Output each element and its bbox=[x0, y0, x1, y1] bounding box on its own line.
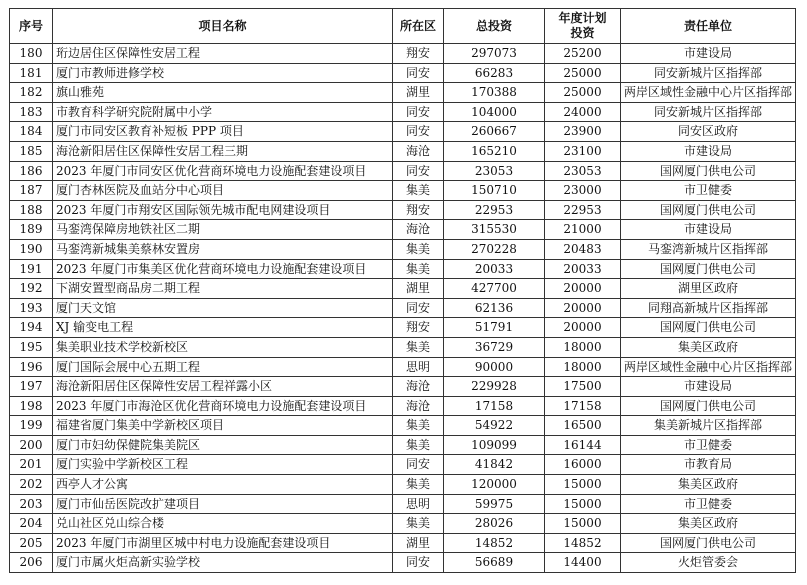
cell-responsible-unit: 市建设局 bbox=[621, 141, 796, 161]
cell-project-name: 2023 年厦门市翔安区国际领先城市配电网建设项目 bbox=[53, 200, 393, 220]
table-row bbox=[10, 553, 796, 573]
cell-project-name: 西亭人才公寓 bbox=[53, 475, 393, 495]
cell-responsible-unit: 国网厦门供电公司 bbox=[621, 396, 796, 416]
cell-index: 186 bbox=[10, 161, 53, 181]
cell-index: 196 bbox=[10, 357, 53, 377]
cell-annual-investment: 23100 bbox=[545, 141, 621, 161]
cell-project-name: 2023 年厦门市同安区优化营商环境电力设施配套建设项目 bbox=[53, 161, 393, 181]
cell-project-name: 马銮湾新城集美蔡林安置房 bbox=[53, 239, 393, 259]
cell-responsible-unit: 同安新城片区指挥部 bbox=[621, 102, 796, 122]
cell-index: 205 bbox=[10, 533, 53, 553]
cell-responsible-unit: 国网厦门供电公司 bbox=[621, 318, 796, 338]
cell-total-investment: 270228 bbox=[444, 239, 545, 259]
cell-responsible-unit: 集美新城片区指挥部 bbox=[621, 416, 796, 436]
cell-annual-investment: 18000 bbox=[545, 357, 621, 377]
cell-index: 202 bbox=[10, 475, 53, 495]
cell-index: 191 bbox=[10, 259, 53, 279]
cell-annual-investment: 24000 bbox=[545, 102, 621, 122]
cell-annual-investment: 21000 bbox=[545, 220, 621, 240]
cell-district: 翔安 bbox=[393, 318, 444, 338]
cell-district: 集美 bbox=[393, 337, 444, 357]
table-row bbox=[10, 318, 796, 338]
cell-project-name: 福建省厦门集美中学新校区项目 bbox=[53, 416, 393, 436]
cell-project-name: 厦门实验中学新校区工程 bbox=[53, 455, 393, 475]
header-annual-plan-line1: 年度计划 bbox=[558, 11, 607, 25]
cell-responsible-unit: 两岸区域性金融中心片区指挥部 bbox=[621, 83, 796, 103]
cell-annual-investment: 20000 bbox=[545, 279, 621, 299]
cell-annual-investment: 16144 bbox=[545, 435, 621, 455]
cell-annual-investment: 16500 bbox=[545, 416, 621, 436]
cell-district: 集美 bbox=[393, 239, 444, 259]
cell-annual-investment: 20033 bbox=[545, 259, 621, 279]
table-row bbox=[10, 161, 796, 181]
table-row bbox=[10, 357, 796, 377]
cell-district: 思明 bbox=[393, 357, 444, 377]
table-row bbox=[10, 533, 796, 553]
cell-responsible-unit: 集美区政府 bbox=[621, 514, 796, 534]
cell-project-name: 海沧新阳居住区保障性安居工程三期 bbox=[53, 141, 393, 161]
cell-index: 195 bbox=[10, 337, 53, 357]
cell-project-name: 集美职业技术学校新校区 bbox=[53, 337, 393, 357]
cell-total-investment: 315530 bbox=[444, 220, 545, 240]
cell-district: 海沧 bbox=[393, 220, 444, 240]
cell-responsible-unit: 市教育局 bbox=[621, 455, 796, 475]
table-body bbox=[10, 44, 796, 573]
cell-index: 198 bbox=[10, 396, 53, 416]
table-row bbox=[10, 200, 796, 220]
cell-project-name: 珩边居住区保障性安居工程 bbox=[53, 44, 393, 64]
cell-annual-investment: 18000 bbox=[545, 337, 621, 357]
cell-district: 集美 bbox=[393, 475, 444, 495]
cell-total-investment: 28026 bbox=[444, 514, 545, 534]
cell-total-investment: 17158 bbox=[444, 396, 545, 416]
cell-district: 同安 bbox=[393, 161, 444, 181]
cell-responsible-unit: 国网厦门供电公司 bbox=[621, 533, 796, 553]
cell-project-name: 厦门市教师进修学校 bbox=[53, 63, 393, 83]
cell-total-investment: 90000 bbox=[444, 357, 545, 377]
cell-index: 193 bbox=[10, 298, 53, 318]
cell-district: 同安 bbox=[393, 122, 444, 142]
cell-responsible-unit: 国网厦门供电公司 bbox=[621, 200, 796, 220]
cell-total-investment: 104000 bbox=[444, 102, 545, 122]
table-row bbox=[10, 44, 796, 64]
cell-annual-investment: 17500 bbox=[545, 377, 621, 397]
cell-annual-investment: 23000 bbox=[545, 181, 621, 201]
table-row bbox=[10, 337, 796, 357]
cell-total-investment: 20033 bbox=[444, 259, 545, 279]
project-table-container bbox=[9, 8, 796, 573]
cell-district: 湖里 bbox=[393, 279, 444, 299]
cell-responsible-unit: 国网厦门供电公司 bbox=[621, 161, 796, 181]
table-row bbox=[10, 259, 796, 279]
cell-total-investment: 54922 bbox=[444, 416, 545, 436]
cell-district: 集美 bbox=[393, 416, 444, 436]
table-row bbox=[10, 514, 796, 534]
header-total-investment: 总投资 bbox=[444, 9, 545, 44]
cell-project-name: 2023 年厦门市湖里区城中村电力设施配套建设项目 bbox=[53, 533, 393, 553]
table-row bbox=[10, 416, 796, 436]
cell-total-investment: 22953 bbox=[444, 200, 545, 220]
cell-project-name: XJ 输变电工程 bbox=[53, 318, 393, 338]
cell-annual-investment: 20483 bbox=[545, 239, 621, 259]
cell-index: 201 bbox=[10, 455, 53, 475]
header-district: 所在区 bbox=[393, 9, 444, 44]
cell-responsible-unit: 集美区政府 bbox=[621, 337, 796, 357]
cell-total-investment: 170388 bbox=[444, 83, 545, 103]
cell-responsible-unit: 湖里区政府 bbox=[621, 279, 796, 299]
cell-responsible-unit: 市建设局 bbox=[621, 377, 796, 397]
cell-annual-investment: 15000 bbox=[545, 514, 621, 534]
cell-responsible-unit: 市卫健委 bbox=[621, 435, 796, 455]
cell-responsible-unit: 火炬管委会 bbox=[621, 553, 796, 573]
cell-index: 197 bbox=[10, 377, 53, 397]
cell-responsible-unit: 市卫健委 bbox=[621, 181, 796, 201]
cell-index: 187 bbox=[10, 181, 53, 201]
cell-total-investment: 56689 bbox=[444, 553, 545, 573]
table-row bbox=[10, 455, 796, 475]
cell-annual-investment: 14852 bbox=[545, 533, 621, 553]
cell-index: 192 bbox=[10, 279, 53, 299]
cell-district: 同安 bbox=[393, 455, 444, 475]
cell-project-name: 厦门市妇幼保健院集美院区 bbox=[53, 435, 393, 455]
cell-annual-investment: 15000 bbox=[545, 475, 621, 495]
cell-responsible-unit: 同翔高新城片区指挥部 bbox=[621, 298, 796, 318]
cell-project-name: 下湖安置型商品房二期工程 bbox=[53, 279, 393, 299]
table-row bbox=[10, 83, 796, 103]
cell-total-investment: 14852 bbox=[444, 533, 545, 553]
cell-district: 集美 bbox=[393, 259, 444, 279]
cell-index: 190 bbox=[10, 239, 53, 259]
cell-project-name: 厦门天文馆 bbox=[53, 298, 393, 318]
cell-project-name: 兑山社区兑山综合楼 bbox=[53, 514, 393, 534]
table-row bbox=[10, 220, 796, 240]
cell-total-investment: 120000 bbox=[444, 475, 545, 495]
cell-total-investment: 427700 bbox=[444, 279, 545, 299]
cell-total-investment: 59975 bbox=[444, 494, 545, 514]
cell-district: 海沧 bbox=[393, 377, 444, 397]
cell-annual-investment: 25000 bbox=[545, 63, 621, 83]
table-row bbox=[10, 141, 796, 161]
cell-project-name: 市教育科学研究院附属中小学 bbox=[53, 102, 393, 122]
cell-annual-investment: 16000 bbox=[545, 455, 621, 475]
cell-responsible-unit: 同安区政府 bbox=[621, 122, 796, 142]
cell-index: 181 bbox=[10, 63, 53, 83]
cell-district: 思明 bbox=[393, 494, 444, 514]
table-row bbox=[10, 494, 796, 514]
cell-annual-investment: 23053 bbox=[545, 161, 621, 181]
table-row bbox=[10, 377, 796, 397]
cell-district: 翔安 bbox=[393, 200, 444, 220]
cell-project-name: 2023 年厦门市集美区优化营商环境电力设施配套建设项目 bbox=[53, 259, 393, 279]
cell-annual-investment: 25200 bbox=[545, 44, 621, 64]
cell-responsible-unit: 国网厦门供电公司 bbox=[621, 259, 796, 279]
cell-district: 同安 bbox=[393, 63, 444, 83]
cell-total-investment: 260667 bbox=[444, 122, 545, 142]
cell-responsible-unit: 市建设局 bbox=[621, 220, 796, 240]
cell-total-investment: 165210 bbox=[444, 141, 545, 161]
table-row bbox=[10, 475, 796, 495]
cell-index: 189 bbox=[10, 220, 53, 240]
table-row bbox=[10, 396, 796, 416]
header-index: 序号 bbox=[10, 9, 53, 44]
cell-total-investment: 66283 bbox=[444, 63, 545, 83]
header-annual-plan bbox=[545, 9, 621, 44]
table-row bbox=[10, 435, 796, 455]
header-annual-plan-line2: 投资 bbox=[570, 26, 595, 40]
cell-total-investment: 229928 bbox=[444, 377, 545, 397]
cell-annual-investment: 23900 bbox=[545, 122, 621, 142]
cell-district: 同安 bbox=[393, 553, 444, 573]
cell-district: 集美 bbox=[393, 181, 444, 201]
cell-index: 204 bbox=[10, 514, 53, 534]
cell-district: 海沧 bbox=[393, 141, 444, 161]
cell-responsible-unit: 两岸区域性金融中心片区指挥部 bbox=[621, 357, 796, 377]
cell-index: 203 bbox=[10, 494, 53, 514]
cell-annual-investment: 17158 bbox=[545, 396, 621, 416]
table-row bbox=[10, 102, 796, 122]
cell-total-investment: 150710 bbox=[444, 181, 545, 201]
cell-index: 200 bbox=[10, 435, 53, 455]
cell-annual-investment: 20000 bbox=[545, 318, 621, 338]
cell-responsible-unit: 马銮湾新城片区指挥部 bbox=[621, 239, 796, 259]
cell-responsible-unit: 集美区政府 bbox=[621, 475, 796, 495]
cell-district: 集美 bbox=[393, 435, 444, 455]
cell-index: 185 bbox=[10, 141, 53, 161]
cell-annual-investment: 14400 bbox=[545, 553, 621, 573]
cell-annual-investment: 22953 bbox=[545, 200, 621, 220]
cell-total-investment: 36729 bbox=[444, 337, 545, 357]
cell-responsible-unit: 同安新城片区指挥部 bbox=[621, 63, 796, 83]
table-row bbox=[10, 181, 796, 201]
cell-total-investment: 297073 bbox=[444, 44, 545, 64]
cell-total-investment: 62136 bbox=[444, 298, 545, 318]
cell-district: 同安 bbox=[393, 298, 444, 318]
cell-project-name: 马銮湾保障房地铁社区二期 bbox=[53, 220, 393, 240]
cell-project-name: 海沧新阳居住区保障性安居工程祥露小区 bbox=[53, 377, 393, 397]
table-row bbox=[10, 298, 796, 318]
project-table bbox=[9, 8, 796, 573]
header-project-name: 项目名称 bbox=[53, 9, 393, 44]
cell-district: 翔安 bbox=[393, 44, 444, 64]
table-row bbox=[10, 63, 796, 83]
cell-total-investment: 51791 bbox=[444, 318, 545, 338]
cell-total-investment: 109099 bbox=[444, 435, 545, 455]
cell-index: 182 bbox=[10, 83, 53, 103]
cell-project-name: 2023 年厦门市海沧区优化营商环境电力设施配套建设项目 bbox=[53, 396, 393, 416]
cell-index: 206 bbox=[10, 553, 53, 573]
cell-project-name: 旗山雅苑 bbox=[53, 83, 393, 103]
cell-district: 湖里 bbox=[393, 533, 444, 553]
cell-responsible-unit: 市卫健委 bbox=[621, 494, 796, 514]
cell-project-name: 厦门市属火炬高新实验学校 bbox=[53, 553, 393, 573]
cell-index: 180 bbox=[10, 44, 53, 64]
cell-district: 集美 bbox=[393, 514, 444, 534]
cell-annual-investment: 25000 bbox=[545, 83, 621, 103]
cell-total-investment: 23053 bbox=[444, 161, 545, 181]
cell-annual-investment: 20000 bbox=[545, 298, 621, 318]
cell-project-name: 厦门市仙岳医院改扩建项目 bbox=[53, 494, 393, 514]
cell-index: 199 bbox=[10, 416, 53, 436]
header-responsible-unit: 责任单位 bbox=[621, 9, 796, 44]
cell-annual-investment: 15000 bbox=[545, 494, 621, 514]
table-header-row bbox=[10, 9, 796, 44]
cell-district: 同安 bbox=[393, 102, 444, 122]
cell-index: 194 bbox=[10, 318, 53, 338]
table-row bbox=[10, 279, 796, 299]
cell-index: 188 bbox=[10, 200, 53, 220]
cell-project-name: 厦门杏林医院及血站分中心项目 bbox=[53, 181, 393, 201]
cell-project-name: 厦门国际会展中心五期工程 bbox=[53, 357, 393, 377]
cell-district: 海沧 bbox=[393, 396, 444, 416]
table-row bbox=[10, 122, 796, 142]
cell-district: 湖里 bbox=[393, 83, 444, 103]
table-row bbox=[10, 239, 796, 259]
cell-responsible-unit: 市建设局 bbox=[621, 44, 796, 64]
cell-project-name: 厦门市同安区教育补短板 PPP 项目 bbox=[53, 122, 393, 142]
cell-index: 184 bbox=[10, 122, 53, 142]
cell-index: 183 bbox=[10, 102, 53, 122]
cell-total-investment: 41842 bbox=[444, 455, 545, 475]
